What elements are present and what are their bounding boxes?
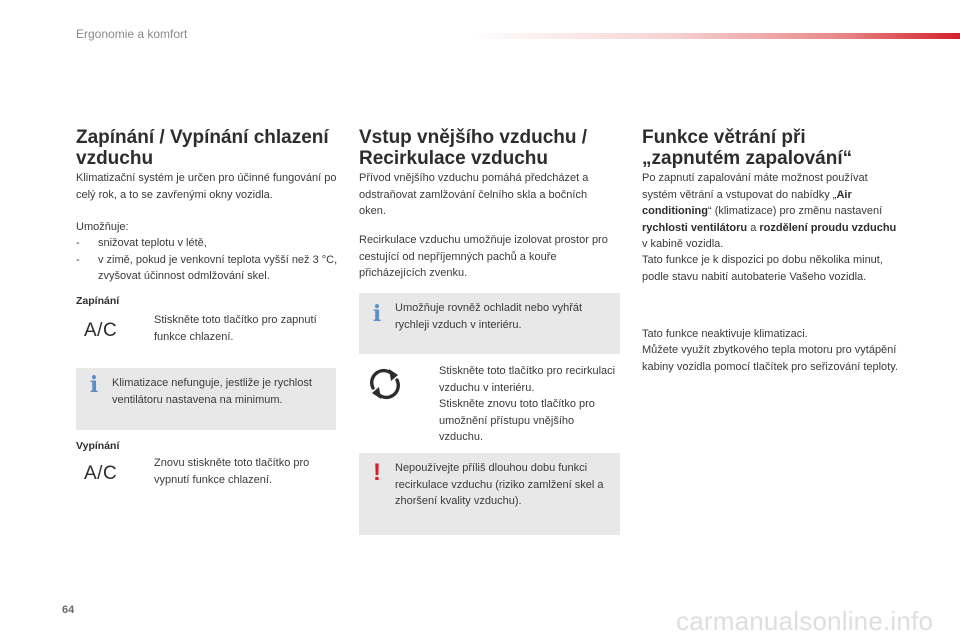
- off-step: Znovu stiskněte toto tlačítko pro vypnutí funkce chlazení.: [154, 457, 310, 486]
- col3-para3: Tato funkce neaktivuje klimatizaci.: [642, 328, 808, 340]
- info-icon: i: [372, 301, 382, 327]
- col1-intro: Klimatizační systém je určen pro účinné fungování po celý rok, a to se zavřenými okny vozidla.: [76, 172, 337, 201]
- col1-list: [76, 235, 340, 285]
- recirc-steps: Stiskněte toto tlačítko pro recirkulaci vzduchu v interiéru. Stiskněte znovu toto tlačítko pro umožnění přístupu vnějšího vzduchu.: [439, 365, 616, 443]
- info-box: [76, 368, 336, 430]
- page-number: 64: [62, 604, 75, 616]
- ac-button[interactable]: A/C: [84, 320, 118, 341]
- recirculation-icon[interactable]: [365, 366, 405, 402]
- warning-icon: !: [373, 459, 381, 486]
- col2-heading: Vstup vnějšího vzduchu / Recirkulace vzduchu: [359, 127, 588, 169]
- list-item: - v zimě, pokud je venkovní teplota vyšší než 3 °C, zvyšovat účinnost odmlžování skel.: [76, 253, 338, 282]
- info-icon: i: [89, 372, 99, 398]
- info-text: Umožňuje rovněž ochladit nebo vyhřát rychleji vzduch v interiéru.: [395, 302, 583, 331]
- info-box: [359, 293, 620, 354]
- warning-text: Nepoužívejte příliš dlouhou dobu funkci recirkulace vzduchu (riziko zamlžení skel a zhoršení kvality vzduchu).: [395, 462, 604, 507]
- list-item: - snižovat teplotu v létě,: [76, 237, 207, 249]
- col3-para4: Můžete využít zbytkového tepla motoru pro vytápění kabiny vozidla pomocí tlačítek pro seřizování teploty.: [642, 344, 898, 373]
- warning-box: [359, 453, 620, 535]
- on-step: Stiskněte toto tlačítko pro zapnutí funkce chlazení.: [154, 314, 317, 343]
- header-accent-bar: [470, 33, 960, 39]
- watermark-url: carmanualsonline.info: [676, 606, 934, 636]
- col3-para2: Tato funkce je k dispozici po dobu několika minut, podle stavu nabití autobaterie Vašeho vozidla.: [642, 254, 883, 283]
- off-label: Vypínání: [76, 440, 120, 452]
- info-text: Klimatizace nefunguje, jestliže je rychlost ventilátoru nastavena na minimum.: [112, 377, 312, 406]
- col1-allows: Umožňuje:: [76, 221, 129, 233]
- on-label: Zapínání: [76, 295, 120, 307]
- section-title: Ergonomie a komfort: [76, 27, 188, 41]
- col2-para2: Recirkulace vzduchu umožňuje izolovat prostor pro cestující od nepříjemných pachů a kouře přicházejících zvenku.: [359, 234, 608, 279]
- ac-button[interactable]: A/C: [84, 463, 118, 484]
- col3-para1: Po zapnutí zapalování máte možnost používat systém větrání a vstupovat do nabídky „Air conditioning“ (klimatizace) pro změnu nastavení rychlosti ventilátoru a rozdělení proudu vzduchu v kabině vozidla.: [642, 172, 897, 250]
- col3-heading: Funkce větrání při „zapnutém zapalování“: [642, 127, 853, 169]
- col2-para1: Přívod vnějšího vzduchu pomáhá předcházet a odstraňovat zamlžování čelního skla a bočních oken.: [359, 172, 589, 217]
- col1-heading: Zapínání / Vypínání chlazení vzduchu: [76, 127, 329, 169]
